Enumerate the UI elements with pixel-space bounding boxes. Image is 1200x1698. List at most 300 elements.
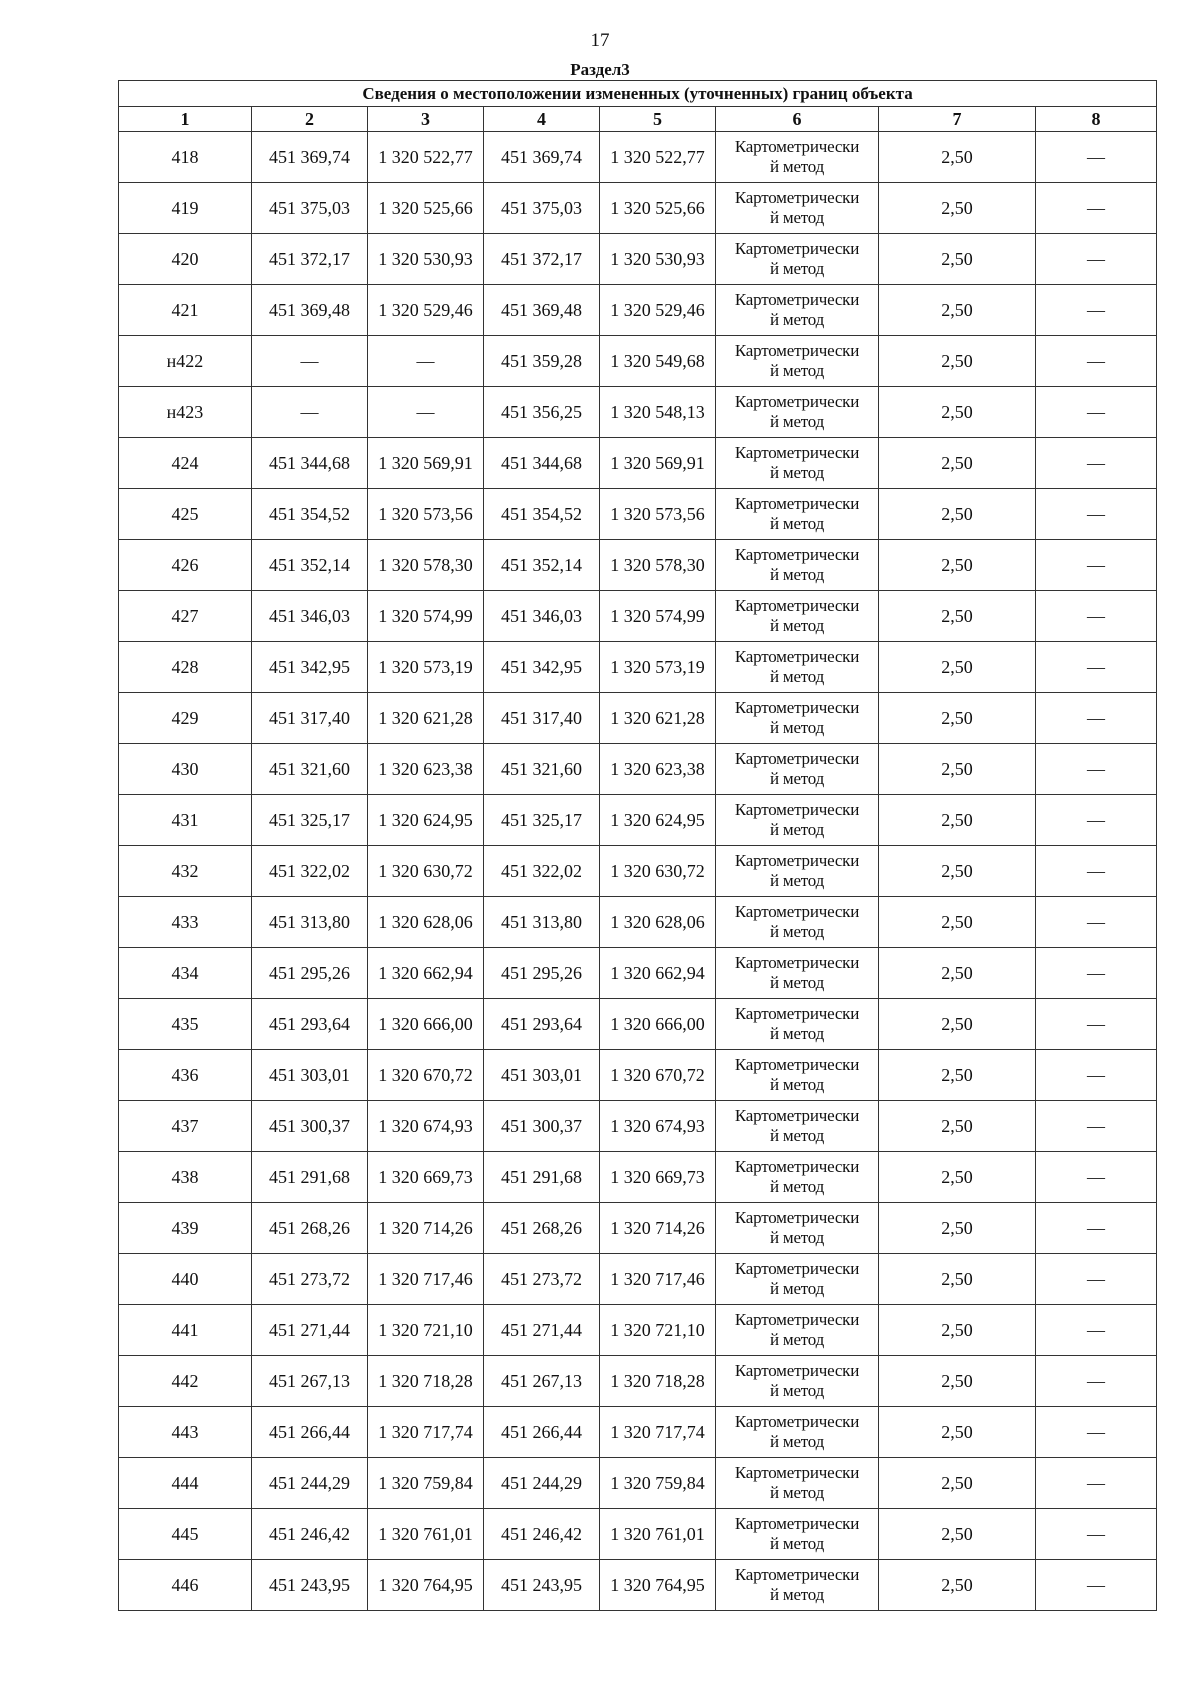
note-cell: — bbox=[1036, 336, 1157, 387]
method-line-1: Картометрически bbox=[734, 188, 860, 207]
y-existing-cell: 1 320 662,94 bbox=[368, 948, 484, 999]
precision-cell: 2,50 bbox=[879, 1050, 1036, 1101]
method-line-1: Картометрически bbox=[734, 1259, 860, 1278]
x-refined-cell: 451 344,68 bbox=[484, 438, 600, 489]
table-row bbox=[119, 387, 1157, 438]
y-existing-cell: 1 320 623,38 bbox=[368, 744, 484, 795]
point-number-cell: 444 bbox=[119, 1458, 252, 1509]
y-refined-cell: 1 320 621,28 bbox=[600, 693, 716, 744]
x-existing-cell: 451 293,64 bbox=[252, 999, 368, 1050]
note-cell: — bbox=[1036, 846, 1157, 897]
precision-cell: 2,50 bbox=[879, 540, 1036, 591]
x-existing-cell: 451 268,26 bbox=[252, 1203, 368, 1254]
precision-cell: 2,50 bbox=[879, 489, 1036, 540]
method-line-2: й метод bbox=[769, 922, 825, 941]
note-cell: — bbox=[1036, 1356, 1157, 1407]
note-cell: — bbox=[1036, 540, 1157, 591]
x-existing-cell: 451 354,52 bbox=[252, 489, 368, 540]
point-number-cell: 442 bbox=[119, 1356, 252, 1407]
precision-cell: 2,50 bbox=[879, 591, 1036, 642]
method-line-1: Картометрически bbox=[734, 1565, 860, 1584]
x-refined-cell: 451 372,17 bbox=[484, 234, 600, 285]
method-cell bbox=[716, 744, 879, 795]
x-refined-cell: 451 352,14 bbox=[484, 540, 600, 591]
y-existing-cell: 1 320 759,84 bbox=[368, 1458, 484, 1509]
method-line-1: Картометрически bbox=[734, 851, 860, 870]
method-cell bbox=[716, 540, 879, 591]
y-refined-cell: 1 320 578,30 bbox=[600, 540, 716, 591]
method-line-1: Картометрически bbox=[734, 1208, 860, 1227]
section-title: Раздел3 bbox=[570, 60, 630, 79]
method-line-1: Картометрически bbox=[734, 749, 860, 768]
x-existing-cell: 451 342,95 bbox=[252, 642, 368, 693]
method-cell bbox=[716, 1407, 879, 1458]
note-cell: — bbox=[1036, 132, 1157, 183]
precision-cell: 2,50 bbox=[879, 1254, 1036, 1305]
table-row bbox=[119, 795, 1157, 846]
point-number-cell: 421 bbox=[119, 285, 252, 336]
y-refined-cell: 1 320 714,26 bbox=[600, 1203, 716, 1254]
x-existing-cell: 451 346,03 bbox=[252, 591, 368, 642]
note-cell: — bbox=[1036, 1152, 1157, 1203]
x-existing-cell: — bbox=[252, 387, 368, 438]
y-existing-cell: 1 320 670,72 bbox=[368, 1050, 484, 1101]
precision-cell: 2,50 bbox=[879, 795, 1036, 846]
method-line-2: й метод bbox=[769, 361, 825, 380]
precision-cell: 2,50 bbox=[879, 1101, 1036, 1152]
method-cell bbox=[716, 1509, 879, 1560]
method-cell bbox=[716, 693, 879, 744]
precision-cell: 2,50 bbox=[879, 438, 1036, 489]
table-row bbox=[119, 1509, 1157, 1560]
precision-cell: 2,50 bbox=[879, 285, 1036, 336]
x-existing-cell: 451 246,42 bbox=[252, 1509, 368, 1560]
x-refined-cell: 451 342,95 bbox=[484, 642, 600, 693]
precision-cell: 2,50 bbox=[879, 1509, 1036, 1560]
method-line-1: Картометрически bbox=[734, 443, 860, 462]
x-existing-cell: 451 273,72 bbox=[252, 1254, 368, 1305]
x-refined-cell: 451 322,02 bbox=[484, 846, 600, 897]
x-existing-cell: 451 344,68 bbox=[252, 438, 368, 489]
method-line-2: й метод bbox=[769, 310, 825, 329]
method-cell bbox=[716, 795, 879, 846]
table-row bbox=[119, 1101, 1157, 1152]
method-cell bbox=[716, 1356, 879, 1407]
y-existing-cell: — bbox=[368, 336, 484, 387]
x-existing-cell: 451 266,44 bbox=[252, 1407, 368, 1458]
precision-cell: 2,50 bbox=[879, 999, 1036, 1050]
point-number-cell: 429 bbox=[119, 693, 252, 744]
method-line-2: й метод bbox=[769, 1279, 825, 1298]
point-number-cell: 433 bbox=[119, 897, 252, 948]
y-refined-cell: 1 320 573,56 bbox=[600, 489, 716, 540]
note-cell: — bbox=[1036, 1407, 1157, 1458]
point-number-cell: 436 bbox=[119, 1050, 252, 1101]
x-existing-cell: 451 322,02 bbox=[252, 846, 368, 897]
point-number-cell: 427 bbox=[119, 591, 252, 642]
table-body bbox=[119, 132, 1157, 1611]
method-line-1: Картометрически bbox=[734, 1055, 860, 1074]
method-line-1: Картометрически bbox=[734, 545, 860, 564]
x-refined-cell: 451 273,72 bbox=[484, 1254, 600, 1305]
table-row bbox=[119, 183, 1157, 234]
x-refined-cell: 451 317,40 bbox=[484, 693, 600, 744]
method-line-2: й метод bbox=[769, 1534, 825, 1553]
method-line-2: й метод bbox=[769, 1177, 825, 1196]
x-existing-cell: 451 321,60 bbox=[252, 744, 368, 795]
method-line-1: Картометрически bbox=[734, 1106, 860, 1125]
point-number-cell: н423 bbox=[119, 387, 252, 438]
y-existing-cell: 1 320 761,01 bbox=[368, 1509, 484, 1560]
note-cell: — bbox=[1036, 1254, 1157, 1305]
x-refined-cell: 451 268,26 bbox=[484, 1203, 600, 1254]
method-line-2: й метод bbox=[769, 157, 825, 176]
y-existing-cell: 1 320 525,66 bbox=[368, 183, 484, 234]
precision-cell: 2,50 bbox=[879, 744, 1036, 795]
x-existing-cell: 451 244,29 bbox=[252, 1458, 368, 1509]
table-row bbox=[119, 1050, 1157, 1101]
point-number-cell: 438 bbox=[119, 1152, 252, 1203]
method-line-1: Картометрически bbox=[734, 239, 860, 258]
x-existing-cell: 451 375,03 bbox=[252, 183, 368, 234]
method-line-1: Картометрически bbox=[734, 1004, 860, 1023]
point-number-cell: 425 bbox=[119, 489, 252, 540]
method-line-2: й метод bbox=[769, 718, 825, 737]
note-cell: — bbox=[1036, 1050, 1157, 1101]
method-line-2: й метод bbox=[769, 1075, 825, 1094]
x-refined-cell: 451 359,28 bbox=[484, 336, 600, 387]
x-refined-cell: 451 313,80 bbox=[484, 897, 600, 948]
precision-cell: 2,50 bbox=[879, 1356, 1036, 1407]
x-refined-cell: 451 303,01 bbox=[484, 1050, 600, 1101]
method-line-2: й метод bbox=[769, 871, 825, 890]
method-cell bbox=[716, 234, 879, 285]
x-refined-cell: 451 369,48 bbox=[484, 285, 600, 336]
method-cell bbox=[716, 1560, 879, 1611]
precision-cell: 2,50 bbox=[879, 948, 1036, 999]
point-number-cell: 432 bbox=[119, 846, 252, 897]
method-cell bbox=[716, 183, 879, 234]
method-cell bbox=[716, 1203, 879, 1254]
point-number-cell: 437 bbox=[119, 1101, 252, 1152]
y-existing-cell: 1 320 628,06 bbox=[368, 897, 484, 948]
table-row bbox=[119, 846, 1157, 897]
y-refined-cell: 1 320 525,66 bbox=[600, 183, 716, 234]
method-line-2: й метод bbox=[769, 1024, 825, 1043]
method-cell bbox=[716, 1050, 879, 1101]
method-line-2: й метод bbox=[769, 769, 825, 788]
x-refined-cell: 451 244,29 bbox=[484, 1458, 600, 1509]
y-refined-cell: 1 320 573,19 bbox=[600, 642, 716, 693]
point-number-cell: 420 bbox=[119, 234, 252, 285]
method-line-1: Картометрически bbox=[734, 290, 860, 309]
method-line-2: й метод bbox=[769, 667, 825, 686]
precision-cell: 2,50 bbox=[879, 132, 1036, 183]
note-cell: — bbox=[1036, 438, 1157, 489]
x-refined-cell: 451 369,74 bbox=[484, 132, 600, 183]
method-line-2: й метод bbox=[769, 514, 825, 533]
x-refined-cell: 451 243,95 bbox=[484, 1560, 600, 1611]
table-row bbox=[119, 540, 1157, 591]
method-cell bbox=[716, 285, 879, 336]
x-existing-cell: 451 313,80 bbox=[252, 897, 368, 948]
y-existing-cell: 1 320 717,74 bbox=[368, 1407, 484, 1458]
x-existing-cell: — bbox=[252, 336, 368, 387]
method-line-1: Картометрически bbox=[734, 800, 860, 819]
method-line-1: Картометрически bbox=[734, 494, 860, 513]
table-row bbox=[119, 336, 1157, 387]
note-cell: — bbox=[1036, 897, 1157, 948]
method-line-2: й метод bbox=[769, 463, 825, 482]
y-existing-cell: 1 320 674,93 bbox=[368, 1101, 484, 1152]
y-refined-cell: 1 320 718,28 bbox=[600, 1356, 716, 1407]
method-cell bbox=[716, 438, 879, 489]
x-refined-cell: 451 300,37 bbox=[484, 1101, 600, 1152]
note-cell: — bbox=[1036, 387, 1157, 438]
table-row bbox=[119, 1254, 1157, 1305]
method-line-2: й метод bbox=[769, 259, 825, 278]
method-cell bbox=[716, 999, 879, 1050]
method-line-2: й метод bbox=[769, 208, 825, 227]
table-row bbox=[119, 948, 1157, 999]
note-cell: — bbox=[1036, 642, 1157, 693]
x-existing-cell: 451 369,48 bbox=[252, 285, 368, 336]
table-row bbox=[119, 438, 1157, 489]
x-existing-cell: 451 243,95 bbox=[252, 1560, 368, 1611]
note-cell: — bbox=[1036, 489, 1157, 540]
x-refined-cell: 451 271,44 bbox=[484, 1305, 600, 1356]
note-cell: — bbox=[1036, 1203, 1157, 1254]
x-existing-cell: 451 291,68 bbox=[252, 1152, 368, 1203]
y-refined-cell: 1 320 623,38 bbox=[600, 744, 716, 795]
note-cell: — bbox=[1036, 591, 1157, 642]
x-refined-cell: 451 267,13 bbox=[484, 1356, 600, 1407]
y-refined-cell: 1 320 666,00 bbox=[600, 999, 716, 1050]
table-row bbox=[119, 285, 1157, 336]
method-line-1: Картометрически bbox=[734, 953, 860, 972]
method-line-1: Картометрически bbox=[734, 392, 860, 411]
point-number-cell: 424 bbox=[119, 438, 252, 489]
y-existing-cell: 1 320 530,93 bbox=[368, 234, 484, 285]
x-refined-cell: 451 346,03 bbox=[484, 591, 600, 642]
column-number: 3 bbox=[368, 107, 484, 132]
precision-cell: 2,50 bbox=[879, 387, 1036, 438]
method-line-2: й метод bbox=[769, 1330, 825, 1349]
x-refined-cell: 451 356,25 bbox=[484, 387, 600, 438]
method-line-1: Картометрически bbox=[734, 902, 860, 921]
table-row bbox=[119, 489, 1157, 540]
y-existing-cell: 1 320 718,28 bbox=[368, 1356, 484, 1407]
method-line-1: Картометрически bbox=[734, 698, 860, 717]
column-number: 5 bbox=[600, 107, 716, 132]
x-refined-cell: 451 375,03 bbox=[484, 183, 600, 234]
note-cell: — bbox=[1036, 285, 1157, 336]
method-cell bbox=[716, 591, 879, 642]
point-number-cell: 443 bbox=[119, 1407, 252, 1458]
method-line-2: й метод bbox=[769, 973, 825, 992]
x-refined-cell: 451 293,64 bbox=[484, 999, 600, 1050]
note-cell: — bbox=[1036, 999, 1157, 1050]
method-line-2: й метод bbox=[769, 1483, 825, 1502]
point-number-cell: 428 bbox=[119, 642, 252, 693]
page-number: 17 bbox=[590, 30, 610, 51]
y-existing-cell: 1 320 630,72 bbox=[368, 846, 484, 897]
method-cell bbox=[716, 642, 879, 693]
y-refined-cell: 1 320 569,91 bbox=[600, 438, 716, 489]
method-cell bbox=[716, 948, 879, 999]
method-cell bbox=[716, 1101, 879, 1152]
method-line-2: й метод bbox=[769, 820, 825, 839]
y-refined-cell: 1 320 530,93 bbox=[600, 234, 716, 285]
y-existing-cell: 1 320 764,95 bbox=[368, 1560, 484, 1611]
table-row bbox=[119, 744, 1157, 795]
precision-cell: 2,50 bbox=[879, 1152, 1036, 1203]
precision-cell: 2,50 bbox=[879, 336, 1036, 387]
point-number-cell: 446 bbox=[119, 1560, 252, 1611]
table-row bbox=[119, 591, 1157, 642]
table-row bbox=[119, 1560, 1157, 1611]
y-refined-cell: 1 320 549,68 bbox=[600, 336, 716, 387]
x-existing-cell: 451 295,26 bbox=[252, 948, 368, 999]
method-cell bbox=[716, 1458, 879, 1509]
x-existing-cell: 451 300,37 bbox=[252, 1101, 368, 1152]
method-cell bbox=[716, 1305, 879, 1356]
x-refined-cell: 451 291,68 bbox=[484, 1152, 600, 1203]
x-existing-cell: 451 267,13 bbox=[252, 1356, 368, 1407]
precision-cell: 2,50 bbox=[879, 183, 1036, 234]
column-number: 6 bbox=[716, 107, 879, 132]
method-line-1: Картометрически bbox=[734, 137, 860, 156]
precision-cell: 2,50 bbox=[879, 1458, 1036, 1509]
precision-cell: 2,50 bbox=[879, 1305, 1036, 1356]
point-number-cell: 441 bbox=[119, 1305, 252, 1356]
y-refined-cell: 1 320 522,77 bbox=[600, 132, 716, 183]
y-refined-cell: 1 320 669,73 bbox=[600, 1152, 716, 1203]
x-refined-cell: 451 354,52 bbox=[484, 489, 600, 540]
precision-cell: 2,50 bbox=[879, 642, 1036, 693]
column-number: 8 bbox=[1036, 107, 1157, 132]
method-cell bbox=[716, 132, 879, 183]
precision-cell: 2,50 bbox=[879, 1407, 1036, 1458]
table-row bbox=[119, 132, 1157, 183]
method-line-2: й метод bbox=[769, 412, 825, 431]
method-line-1: Картометрически bbox=[734, 1412, 860, 1431]
method-line-2: й метод bbox=[769, 1126, 825, 1145]
y-existing-cell: — bbox=[368, 387, 484, 438]
y-existing-cell: 1 320 624,95 bbox=[368, 795, 484, 846]
method-cell bbox=[716, 1152, 879, 1203]
y-refined-cell: 1 320 529,46 bbox=[600, 285, 716, 336]
method-line-1: Картометрически bbox=[734, 1463, 860, 1482]
column-number: 1 bbox=[119, 107, 252, 132]
point-number-cell: 440 bbox=[119, 1254, 252, 1305]
column-number: 4 bbox=[484, 107, 600, 132]
y-refined-cell: 1 320 574,99 bbox=[600, 591, 716, 642]
y-existing-cell: 1 320 621,28 bbox=[368, 693, 484, 744]
method-line-1: Картометрически bbox=[734, 1514, 860, 1533]
precision-cell: 2,50 bbox=[879, 1203, 1036, 1254]
y-existing-cell: 1 320 721,10 bbox=[368, 1305, 484, 1356]
note-cell: — bbox=[1036, 234, 1157, 285]
y-refined-cell: 1 320 717,46 bbox=[600, 1254, 716, 1305]
note-cell: — bbox=[1036, 744, 1157, 795]
method-line-2: й метод bbox=[769, 1381, 825, 1400]
table-row bbox=[119, 642, 1157, 693]
y-refined-cell: 1 320 548,13 bbox=[600, 387, 716, 438]
y-existing-cell: 1 320 574,99 bbox=[368, 591, 484, 642]
point-number-cell: 419 bbox=[119, 183, 252, 234]
table-row bbox=[119, 999, 1157, 1050]
method-line-2: й метод bbox=[769, 1228, 825, 1247]
method-line-1: Картометрически bbox=[734, 647, 860, 666]
x-refined-cell: 451 266,44 bbox=[484, 1407, 600, 1458]
y-existing-cell: 1 320 666,00 bbox=[368, 999, 484, 1050]
x-refined-cell: 451 321,60 bbox=[484, 744, 600, 795]
note-cell: — bbox=[1036, 795, 1157, 846]
method-cell bbox=[716, 489, 879, 540]
method-line-1: Картометрически bbox=[734, 596, 860, 615]
y-existing-cell: 1 320 569,91 bbox=[368, 438, 484, 489]
x-existing-cell: 451 271,44 bbox=[252, 1305, 368, 1356]
note-cell: — bbox=[1036, 1560, 1157, 1611]
y-refined-cell: 1 320 674,93 bbox=[600, 1101, 716, 1152]
method-cell bbox=[716, 846, 879, 897]
precision-cell: 2,50 bbox=[879, 234, 1036, 285]
x-existing-cell: 451 325,17 bbox=[252, 795, 368, 846]
y-refined-cell: 1 320 628,06 bbox=[600, 897, 716, 948]
point-number-cell: н422 bbox=[119, 336, 252, 387]
method-line-2: й метод bbox=[769, 616, 825, 635]
point-number-cell: 435 bbox=[119, 999, 252, 1050]
y-existing-cell: 1 320 669,73 bbox=[368, 1152, 484, 1203]
method-line-2: й метод bbox=[769, 1432, 825, 1451]
method-line-2: й метод bbox=[769, 1585, 825, 1604]
y-refined-cell: 1 320 721,10 bbox=[600, 1305, 716, 1356]
x-existing-cell: 451 372,17 bbox=[252, 234, 368, 285]
table-row bbox=[119, 1305, 1157, 1356]
note-cell: — bbox=[1036, 693, 1157, 744]
method-cell bbox=[716, 897, 879, 948]
table-caption: Сведения о местоположении измененных (уточненных) границ объекта bbox=[119, 81, 1157, 107]
method-cell bbox=[716, 1254, 879, 1305]
method-line-2: й метод bbox=[769, 565, 825, 584]
point-number-cell: 418 bbox=[119, 132, 252, 183]
y-refined-cell: 1 320 630,72 bbox=[600, 846, 716, 897]
method-cell bbox=[716, 336, 879, 387]
note-cell: — bbox=[1036, 1509, 1157, 1560]
point-number-cell: 445 bbox=[119, 1509, 252, 1560]
table-row bbox=[119, 1356, 1157, 1407]
x-existing-cell: 451 317,40 bbox=[252, 693, 368, 744]
method-line-1: Картометрически bbox=[734, 341, 860, 360]
point-number-cell: 439 bbox=[119, 1203, 252, 1254]
y-existing-cell: 1 320 522,77 bbox=[368, 132, 484, 183]
y-existing-cell: 1 320 714,26 bbox=[368, 1203, 484, 1254]
note-cell: — bbox=[1036, 1458, 1157, 1509]
y-refined-cell: 1 320 764,95 bbox=[600, 1560, 716, 1611]
y-refined-cell: 1 320 624,95 bbox=[600, 795, 716, 846]
point-number-cell: 430 bbox=[119, 744, 252, 795]
x-refined-cell: 451 325,17 bbox=[484, 795, 600, 846]
point-number-cell: 426 bbox=[119, 540, 252, 591]
method-cell bbox=[716, 387, 879, 438]
y-refined-cell: 1 320 717,74 bbox=[600, 1407, 716, 1458]
precision-cell: 2,50 bbox=[879, 693, 1036, 744]
x-existing-cell: 451 369,74 bbox=[252, 132, 368, 183]
x-existing-cell: 451 303,01 bbox=[252, 1050, 368, 1101]
y-existing-cell: 1 320 573,19 bbox=[368, 642, 484, 693]
column-number: 7 bbox=[879, 107, 1036, 132]
